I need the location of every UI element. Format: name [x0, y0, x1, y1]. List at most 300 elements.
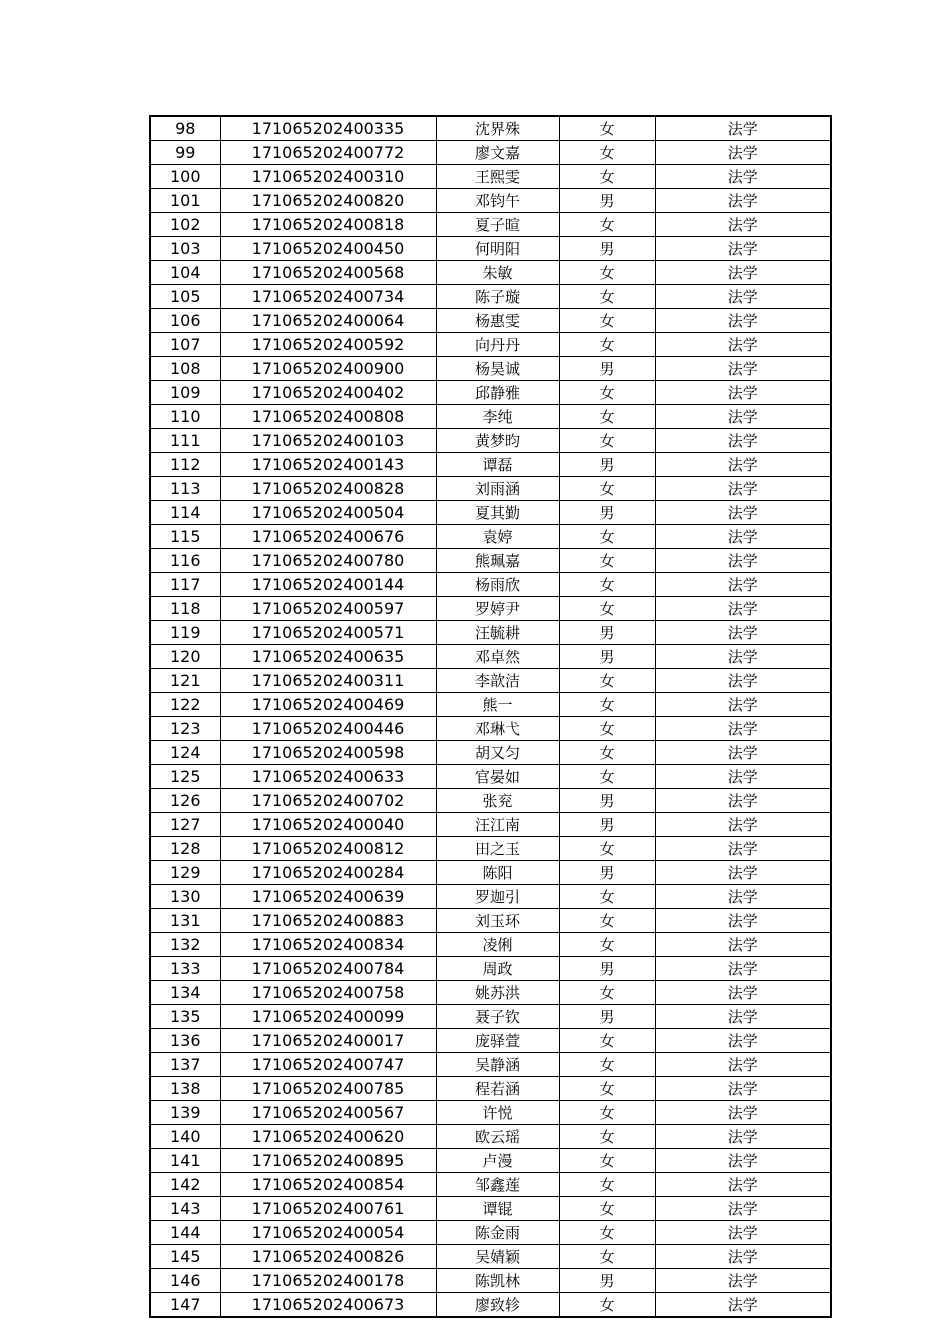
exam-id-cell: 171065202400834 — [220, 933, 436, 957]
student-roster-table — [149, 115, 832, 1318]
student-name-cell: 夏其勤 — [436, 501, 559, 525]
major-cell: 法学 — [655, 237, 831, 261]
gender-cell: 男 — [559, 789, 655, 813]
row-number-cell: 134 — [150, 981, 220, 1005]
exam-id-cell: 171065202400311 — [220, 669, 436, 693]
table-row — [150, 1125, 831, 1149]
row-number-cell: 132 — [150, 933, 220, 957]
table-row — [150, 885, 831, 909]
major-cell: 法学 — [655, 549, 831, 573]
exam-id-cell: 171065202400597 — [220, 597, 436, 621]
row-number-cell: 123 — [150, 717, 220, 741]
gender-cell: 男 — [559, 861, 655, 885]
table-row — [150, 837, 831, 861]
row-number-cell: 110 — [150, 405, 220, 429]
gender-cell: 男 — [559, 237, 655, 261]
table-row — [150, 669, 831, 693]
table-row — [150, 573, 831, 597]
gender-cell: 女 — [559, 333, 655, 357]
exam-id-cell: 171065202400633 — [220, 765, 436, 789]
exam-id-cell: 171065202400895 — [220, 1149, 436, 1173]
exam-id-cell: 171065202400761 — [220, 1197, 436, 1221]
row-number-cell: 106 — [150, 309, 220, 333]
row-number-cell: 119 — [150, 621, 220, 645]
major-cell: 法学 — [655, 1221, 831, 1245]
gender-cell: 女 — [559, 669, 655, 693]
gender-cell: 女 — [559, 1029, 655, 1053]
table-row — [150, 189, 831, 213]
major-cell: 法学 — [655, 189, 831, 213]
table-row — [150, 813, 831, 837]
table-row — [150, 429, 831, 453]
gender-cell: 男 — [559, 501, 655, 525]
row-number-cell: 125 — [150, 765, 220, 789]
row-number-cell: 112 — [150, 453, 220, 477]
gender-cell: 女 — [559, 285, 655, 309]
gender-cell: 女 — [559, 837, 655, 861]
student-name-cell: 许悦 — [436, 1101, 559, 1125]
student-name-cell: 卢漫 — [436, 1149, 559, 1173]
table-row — [150, 165, 831, 189]
table-row — [150, 1005, 831, 1029]
table-row — [150, 741, 831, 765]
exam-id-cell: 171065202400568 — [220, 261, 436, 285]
exam-id-cell: 171065202400064 — [220, 309, 436, 333]
gender-cell: 女 — [559, 525, 655, 549]
major-cell: 法学 — [655, 1173, 831, 1197]
gender-cell: 女 — [559, 693, 655, 717]
exam-id-cell: 171065202400178 — [220, 1269, 436, 1293]
major-cell: 法学 — [655, 861, 831, 885]
table-row — [150, 141, 831, 165]
gender-cell: 女 — [559, 933, 655, 957]
table-row — [150, 597, 831, 621]
exam-id-cell: 171065202400734 — [220, 285, 436, 309]
exam-id-cell: 171065202400143 — [220, 453, 436, 477]
exam-id-cell: 171065202400099 — [220, 1005, 436, 1029]
major-cell: 法学 — [655, 453, 831, 477]
gender-cell: 女 — [559, 213, 655, 237]
gender-cell: 男 — [559, 621, 655, 645]
student-name-cell: 向丹丹 — [436, 333, 559, 357]
gender-cell: 女 — [559, 1197, 655, 1221]
exam-id-cell: 171065202400450 — [220, 237, 436, 261]
gender-cell: 男 — [559, 645, 655, 669]
table-row — [150, 1077, 831, 1101]
student-name-cell: 刘玉环 — [436, 909, 559, 933]
gender-cell: 男 — [559, 357, 655, 381]
table-row — [150, 909, 831, 933]
table-row — [150, 285, 831, 309]
major-cell: 法学 — [655, 597, 831, 621]
exam-id-cell: 171065202400017 — [220, 1029, 436, 1053]
student-name-cell: 凌俐 — [436, 933, 559, 957]
exam-id-cell: 171065202400284 — [220, 861, 436, 885]
table-row — [150, 405, 831, 429]
row-number-cell: 107 — [150, 333, 220, 357]
gender-cell: 女 — [559, 717, 655, 741]
student-name-cell: 陈子璇 — [436, 285, 559, 309]
major-cell: 法学 — [655, 405, 831, 429]
table-row — [150, 861, 831, 885]
gender-cell: 女 — [559, 1149, 655, 1173]
exam-id-cell: 171065202400504 — [220, 501, 436, 525]
row-number-cell: 116 — [150, 549, 220, 573]
roster-table-body — [150, 116, 831, 1317]
student-name-cell: 王熙雯 — [436, 165, 559, 189]
gender-cell: 女 — [559, 405, 655, 429]
row-number-cell: 128 — [150, 837, 220, 861]
row-number-cell: 129 — [150, 861, 220, 885]
row-number-cell: 104 — [150, 261, 220, 285]
exam-id-cell: 171065202400635 — [220, 645, 436, 669]
row-number-cell: 105 — [150, 285, 220, 309]
student-name-cell: 何明阳 — [436, 237, 559, 261]
table-row — [150, 549, 831, 573]
table-row — [150, 525, 831, 549]
row-number-cell: 115 — [150, 525, 220, 549]
exam-id-cell: 171065202400780 — [220, 549, 436, 573]
exam-id-cell: 171065202400446 — [220, 717, 436, 741]
row-number-cell: 120 — [150, 645, 220, 669]
major-cell: 法学 — [655, 1053, 831, 1077]
row-number-cell: 114 — [150, 501, 220, 525]
major-cell: 法学 — [655, 381, 831, 405]
major-cell: 法学 — [655, 1197, 831, 1221]
exam-id-cell: 171065202400808 — [220, 405, 436, 429]
student-name-cell: 邹鑫莲 — [436, 1173, 559, 1197]
table-row — [150, 1053, 831, 1077]
gender-cell: 男 — [559, 957, 655, 981]
exam-id-cell: 171065202400673 — [220, 1293, 436, 1318]
gender-cell: 女 — [559, 1173, 655, 1197]
row-number-cell: 109 — [150, 381, 220, 405]
row-number-cell: 133 — [150, 957, 220, 981]
major-cell: 法学 — [655, 741, 831, 765]
exam-id-cell: 171065202400785 — [220, 1077, 436, 1101]
table-row — [150, 357, 831, 381]
major-cell: 法学 — [655, 1245, 831, 1269]
student-name-cell: 沈界殊 — [436, 116, 559, 141]
student-name-cell: 刘雨涵 — [436, 477, 559, 501]
student-name-cell: 李纯 — [436, 405, 559, 429]
table-row — [150, 1101, 831, 1125]
exam-id-cell: 171065202400054 — [220, 1221, 436, 1245]
row-number-cell: 140 — [150, 1125, 220, 1149]
major-cell: 法学 — [655, 285, 831, 309]
student-name-cell: 黄梦昀 — [436, 429, 559, 453]
table-row — [150, 261, 831, 285]
table-row — [150, 765, 831, 789]
student-name-cell: 周政 — [436, 957, 559, 981]
student-name-cell: 李歆洁 — [436, 669, 559, 693]
exam-id-cell: 171065202400883 — [220, 909, 436, 933]
table-row — [150, 213, 831, 237]
student-name-cell: 罗迦引 — [436, 885, 559, 909]
major-cell: 法学 — [655, 116, 831, 141]
major-cell: 法学 — [655, 621, 831, 645]
exam-id-cell: 171065202400639 — [220, 885, 436, 909]
gender-cell: 女 — [559, 573, 655, 597]
major-cell: 法学 — [655, 1125, 831, 1149]
major-cell: 法学 — [655, 357, 831, 381]
exam-id-cell: 171065202400784 — [220, 957, 436, 981]
exam-id-cell: 171065202400772 — [220, 141, 436, 165]
gender-cell: 男 — [559, 453, 655, 477]
major-cell: 法学 — [655, 885, 831, 909]
gender-cell: 女 — [559, 116, 655, 141]
gender-cell: 女 — [559, 141, 655, 165]
exam-id-cell: 171065202400676 — [220, 525, 436, 549]
table-row — [150, 933, 831, 957]
table-row — [150, 621, 831, 645]
table-row — [150, 693, 831, 717]
gender-cell: 男 — [559, 189, 655, 213]
student-name-cell: 吴婧颖 — [436, 1245, 559, 1269]
major-cell: 法学 — [655, 213, 831, 237]
exam-id-cell: 171065202400747 — [220, 1053, 436, 1077]
student-name-cell: 姚苏洪 — [436, 981, 559, 1005]
gender-cell: 女 — [559, 981, 655, 1005]
student-name-cell: 廖文嘉 — [436, 141, 559, 165]
gender-cell: 男 — [559, 1269, 655, 1293]
row-number-cell: 144 — [150, 1221, 220, 1245]
student-name-cell: 邓琳弋 — [436, 717, 559, 741]
major-cell: 法学 — [655, 1101, 831, 1125]
row-number-cell: 124 — [150, 741, 220, 765]
major-cell: 法学 — [655, 1269, 831, 1293]
row-number-cell: 118 — [150, 597, 220, 621]
student-name-cell: 杨昊诚 — [436, 357, 559, 381]
row-number-cell: 130 — [150, 885, 220, 909]
exam-id-cell: 171065202400144 — [220, 573, 436, 597]
student-name-cell: 胡又匀 — [436, 741, 559, 765]
student-name-cell: 邓钧午 — [436, 189, 559, 213]
exam-id-cell: 171065202400040 — [220, 813, 436, 837]
gender-cell: 女 — [559, 261, 655, 285]
student-name-cell: 朱敏 — [436, 261, 559, 285]
student-name-cell: 官晏如 — [436, 765, 559, 789]
table-row — [150, 1197, 831, 1221]
gender-cell: 男 — [559, 813, 655, 837]
student-name-cell: 吴静涵 — [436, 1053, 559, 1077]
major-cell: 法学 — [655, 1005, 831, 1029]
major-cell: 法学 — [655, 333, 831, 357]
student-name-cell: 陈凯林 — [436, 1269, 559, 1293]
row-number-cell: 127 — [150, 813, 220, 837]
table-row — [150, 1029, 831, 1053]
gender-cell: 女 — [559, 381, 655, 405]
row-number-cell: 126 — [150, 789, 220, 813]
row-number-cell: 139 — [150, 1101, 220, 1125]
major-cell: 法学 — [655, 1293, 831, 1318]
student-name-cell: 邓卓然 — [436, 645, 559, 669]
student-name-cell: 庞驿萱 — [436, 1029, 559, 1053]
exam-id-cell: 171065202400335 — [220, 116, 436, 141]
row-number-cell: 147 — [150, 1293, 220, 1318]
major-cell: 法学 — [655, 261, 831, 285]
row-number-cell: 145 — [150, 1245, 220, 1269]
major-cell: 法学 — [655, 1077, 831, 1101]
table-row — [150, 789, 831, 813]
major-cell: 法学 — [655, 957, 831, 981]
table-row — [150, 1293, 831, 1318]
major-cell: 法学 — [655, 501, 831, 525]
row-number-cell: 117 — [150, 573, 220, 597]
gender-cell: 女 — [559, 1125, 655, 1149]
exam-id-cell: 171065202400826 — [220, 1245, 436, 1269]
major-cell: 法学 — [655, 309, 831, 333]
table-row — [150, 1221, 831, 1245]
gender-cell: 女 — [559, 165, 655, 189]
roster-table-container — [149, 115, 830, 1318]
major-cell: 法学 — [655, 141, 831, 165]
row-number-cell: 102 — [150, 213, 220, 237]
student-name-cell: 聂子钦 — [436, 1005, 559, 1029]
major-cell: 法学 — [655, 765, 831, 789]
gender-cell: 女 — [559, 597, 655, 621]
exam-id-cell: 171065202400310 — [220, 165, 436, 189]
exam-id-cell: 171065202400103 — [220, 429, 436, 453]
gender-cell: 女 — [559, 909, 655, 933]
gender-cell: 男 — [559, 1005, 655, 1029]
major-cell: 法学 — [655, 165, 831, 189]
table-row — [150, 453, 831, 477]
student-name-cell: 谭磊 — [436, 453, 559, 477]
major-cell: 法学 — [655, 477, 831, 501]
row-number-cell: 101 — [150, 189, 220, 213]
table-row — [150, 1245, 831, 1269]
row-number-cell: 136 — [150, 1029, 220, 1053]
major-cell: 法学 — [655, 813, 831, 837]
exam-id-cell: 171065202400571 — [220, 621, 436, 645]
gender-cell: 女 — [559, 1077, 655, 1101]
gender-cell: 女 — [559, 741, 655, 765]
gender-cell: 女 — [559, 477, 655, 501]
exam-id-cell: 171065202400702 — [220, 789, 436, 813]
student-name-cell: 廖致轸 — [436, 1293, 559, 1318]
student-name-cell: 陈金雨 — [436, 1221, 559, 1245]
row-number-cell: 146 — [150, 1269, 220, 1293]
major-cell: 法学 — [655, 573, 831, 597]
exam-id-cell: 171065202400402 — [220, 381, 436, 405]
major-cell: 法学 — [655, 525, 831, 549]
student-name-cell: 罗婷尹 — [436, 597, 559, 621]
major-cell: 法学 — [655, 645, 831, 669]
gender-cell: 女 — [559, 765, 655, 789]
gender-cell: 女 — [559, 549, 655, 573]
major-cell: 法学 — [655, 429, 831, 453]
major-cell: 法学 — [655, 837, 831, 861]
table-row — [150, 1149, 831, 1173]
student-name-cell: 陈阳 — [436, 861, 559, 885]
student-name-cell: 汪毓耕 — [436, 621, 559, 645]
student-name-cell: 熊一 — [436, 693, 559, 717]
gender-cell: 女 — [559, 1053, 655, 1077]
table-row — [150, 237, 831, 261]
table-row — [150, 645, 831, 669]
exam-id-cell: 171065202400820 — [220, 189, 436, 213]
row-number-cell: 113 — [150, 477, 220, 501]
table-row — [150, 957, 831, 981]
student-name-cell: 熊珮嘉 — [436, 549, 559, 573]
major-cell: 法学 — [655, 717, 831, 741]
student-name-cell: 田之玉 — [436, 837, 559, 861]
major-cell: 法学 — [655, 933, 831, 957]
student-name-cell: 程若涵 — [436, 1077, 559, 1101]
gender-cell: 女 — [559, 1101, 655, 1125]
row-number-cell: 141 — [150, 1149, 220, 1173]
student-name-cell: 杨雨欣 — [436, 573, 559, 597]
gender-cell: 女 — [559, 1293, 655, 1318]
table-row — [150, 309, 831, 333]
row-number-cell: 111 — [150, 429, 220, 453]
row-number-cell: 103 — [150, 237, 220, 261]
major-cell: 法学 — [655, 693, 831, 717]
major-cell: 法学 — [655, 1149, 831, 1173]
table-row — [150, 381, 831, 405]
student-name-cell: 邱静雅 — [436, 381, 559, 405]
exam-id-cell: 171065202400598 — [220, 741, 436, 765]
table-row — [150, 501, 831, 525]
exam-id-cell: 171065202400620 — [220, 1125, 436, 1149]
gender-cell: 女 — [559, 1221, 655, 1245]
exam-id-cell: 171065202400812 — [220, 837, 436, 861]
gender-cell: 女 — [559, 309, 655, 333]
row-number-cell: 137 — [150, 1053, 220, 1077]
row-number-cell: 142 — [150, 1173, 220, 1197]
exam-id-cell: 171065202400854 — [220, 1173, 436, 1197]
exam-id-cell: 171065202400900 — [220, 357, 436, 381]
row-number-cell: 122 — [150, 693, 220, 717]
table-row — [150, 477, 831, 501]
student-name-cell: 袁婷 — [436, 525, 559, 549]
student-name-cell: 谭锟 — [436, 1197, 559, 1221]
row-number-cell: 121 — [150, 669, 220, 693]
table-row — [150, 333, 831, 357]
exam-id-cell: 171065202400469 — [220, 693, 436, 717]
gender-cell: 女 — [559, 1245, 655, 1269]
major-cell: 法学 — [655, 1029, 831, 1053]
row-number-cell: 138 — [150, 1077, 220, 1101]
table-row — [150, 981, 831, 1005]
exam-id-cell: 171065202400758 — [220, 981, 436, 1005]
major-cell: 法学 — [655, 981, 831, 1005]
row-number-cell: 135 — [150, 1005, 220, 1029]
student-name-cell: 杨惠雯 — [436, 309, 559, 333]
student-name-cell: 张兖 — [436, 789, 559, 813]
exam-id-cell: 171065202400818 — [220, 213, 436, 237]
exam-id-cell: 171065202400592 — [220, 333, 436, 357]
table-row — [150, 1173, 831, 1197]
table-row — [150, 1269, 831, 1293]
row-number-cell: 108 — [150, 357, 220, 381]
row-number-cell: 131 — [150, 909, 220, 933]
row-number-cell: 143 — [150, 1197, 220, 1221]
table-row — [150, 116, 831, 141]
exam-id-cell: 171065202400567 — [220, 1101, 436, 1125]
row-number-cell: 99 — [150, 141, 220, 165]
student-name-cell: 欧云瑶 — [436, 1125, 559, 1149]
student-name-cell: 夏子暄 — [436, 213, 559, 237]
major-cell: 法学 — [655, 669, 831, 693]
table-row — [150, 717, 831, 741]
major-cell: 法学 — [655, 909, 831, 933]
row-number-cell: 100 — [150, 165, 220, 189]
major-cell: 法学 — [655, 789, 831, 813]
row-number-cell: 98 — [150, 116, 220, 141]
gender-cell: 女 — [559, 429, 655, 453]
